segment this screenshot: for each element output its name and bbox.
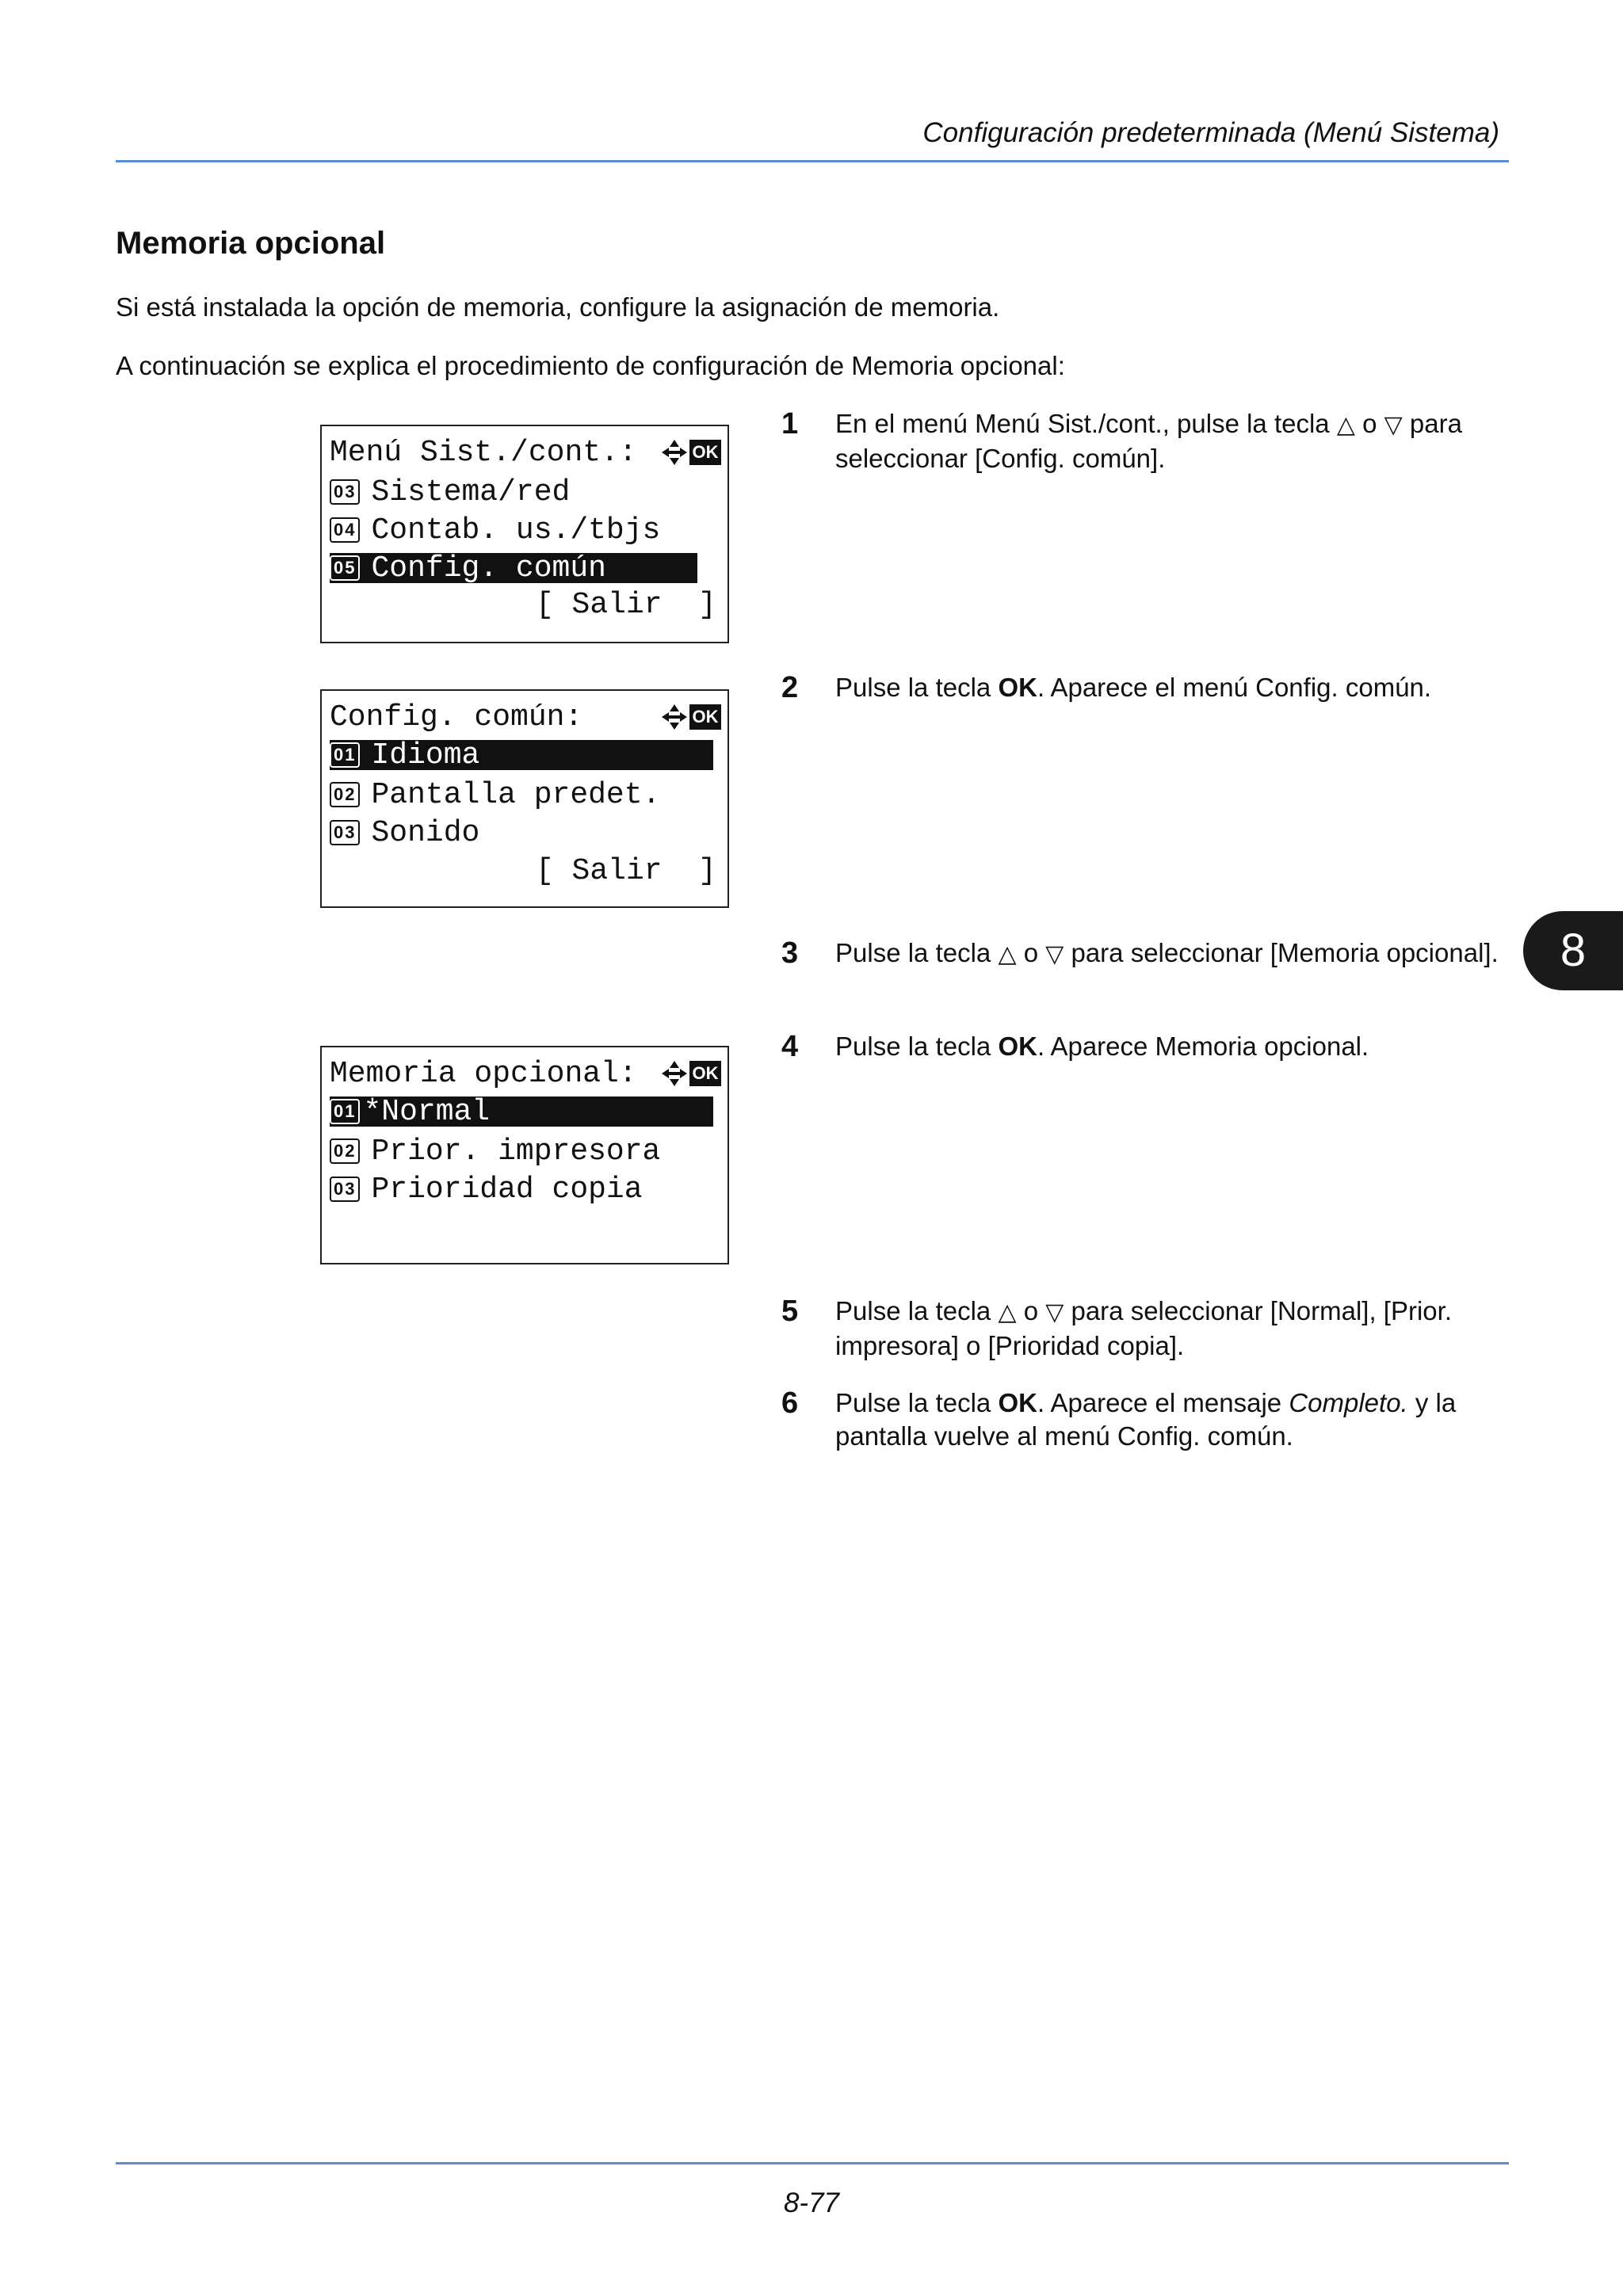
item-label: *Normal	[363, 1094, 491, 1129]
ok-key-label: OK	[998, 1032, 1037, 1061]
lcd-menu-item	[330, 477, 713, 507]
lcd-menu-item	[330, 1172, 713, 1207]
step-text: Pulse la tecla OK. Aparece el mensaje Completo. y la pantalla vuelve al menú Config. común.	[835, 1388, 1457, 1451]
item-label: Prior. impresora	[371, 1134, 661, 1169]
section-title: Memoria opcional	[116, 226, 386, 261]
exit-softkey: [ Salir ]	[535, 588, 716, 622]
footer-rule	[116, 2162, 1509, 2164]
page-number: 8-77	[783, 2187, 840, 2218]
ok-key-icon: OK	[689, 1061, 721, 1086]
item-number: 02	[330, 782, 360, 807]
chapter-tab: 8	[1523, 911, 1623, 990]
lcd-menu-item-selected	[330, 553, 697, 583]
lcd-menu-item-selected	[330, 740, 713, 770]
four-way-arrow-icon	[661, 704, 688, 730]
running-header: Configuración predeterminada (Menú Sistema)	[922, 117, 1499, 148]
up-triangle-icon: △	[998, 941, 1017, 967]
intro-paragraph: Si está instalada la opción de memoria, configure la asignación de memoria.	[116, 292, 1000, 322]
step-text: Pulse la tecla △ o ▽ para seleccionar [Normal], [Prior. impresora] o [Prioridad copia].	[835, 1296, 1452, 1360]
exit-softkey: [ Salir ]	[535, 854, 716, 888]
nav-ok-indicator	[661, 704, 721, 730]
up-triangle-icon: △	[998, 1299, 1017, 1325]
lcd-screen-common-settings	[320, 689, 729, 908]
lcd-title: Config. común:	[330, 700, 583, 734]
step-number: 1	[781, 407, 799, 441]
down-triangle-icon: ▽	[1045, 1299, 1064, 1325]
step-text: Pulse la tecla OK. Aparece Memoria opcional.	[835, 1032, 1369, 1061]
intro-paragraph: A continuación se explica el procedimiento de configuración de Memoria opcional:	[116, 351, 1065, 380]
item-label: Sistema/red	[371, 475, 571, 509]
item-number: 03	[330, 1177, 360, 1202]
step-number: 5	[781, 1295, 799, 1328]
lcd-screen-system-menu	[320, 425, 729, 643]
lcd-menu-item	[330, 515, 713, 545]
item-number: 01	[330, 1099, 360, 1124]
ok-key-label: OK	[998, 1388, 1037, 1417]
step-text: Pulse la tecla OK. Aparece el menú Config. común.	[835, 673, 1432, 702]
step-number: 4	[781, 1030, 799, 1063]
item-number: 02	[330, 1138, 360, 1164]
up-triangle-icon: △	[1336, 412, 1355, 438]
lcd-title: Menú Sist./cont.:	[330, 436, 637, 470]
ok-key-icon: OK	[689, 704, 721, 730]
lcd-menu-item	[330, 1134, 713, 1169]
lcd-title: Memoria opcional:	[330, 1057, 637, 1091]
message-text: Completo.	[1289, 1388, 1408, 1417]
lcd-menu-item	[330, 777, 713, 812]
item-label: Idioma	[371, 738, 480, 772]
item-number: 05	[330, 555, 360, 581]
header-rule	[116, 160, 1509, 162]
four-way-arrow-icon	[661, 1060, 688, 1087]
step-text: Pulse la tecla △ o ▽ para seleccionar [Memoria opcional].	[835, 938, 1499, 967]
ok-key-icon: OK	[689, 440, 721, 465]
lcd-menu-item	[330, 815, 713, 850]
step-text: En el menú Menú Sist./cont., pulse la tecla △ o ▽ para seleccionar [Config. común].	[835, 409, 1462, 473]
down-triangle-icon: ▽	[1384, 412, 1403, 438]
down-triangle-icon: ▽	[1045, 941, 1064, 967]
lcd-screen-optional-memory	[320, 1046, 729, 1264]
item-label: Prioridad copia	[371, 1172, 643, 1207]
nav-ok-indicator	[661, 439, 721, 466]
step-number: 6	[781, 1386, 799, 1420]
four-way-arrow-icon	[661, 439, 688, 466]
item-label: Contab. us./tbjs	[371, 513, 661, 547]
item-label: Pantalla predet.	[371, 777, 661, 812]
step-number: 2	[781, 671, 799, 704]
item-label: Sonido	[371, 815, 480, 850]
step-number: 3	[781, 936, 799, 970]
item-number: 04	[330, 517, 360, 543]
item-label: Config. común	[371, 551, 606, 585]
ok-key-label: OK	[998, 673, 1037, 702]
lcd-menu-item-selected	[330, 1094, 713, 1129]
item-number: 03	[330, 820, 360, 845]
nav-ok-indicator	[661, 1060, 721, 1087]
item-number: 03	[330, 479, 360, 505]
item-number: 01	[330, 742, 360, 768]
